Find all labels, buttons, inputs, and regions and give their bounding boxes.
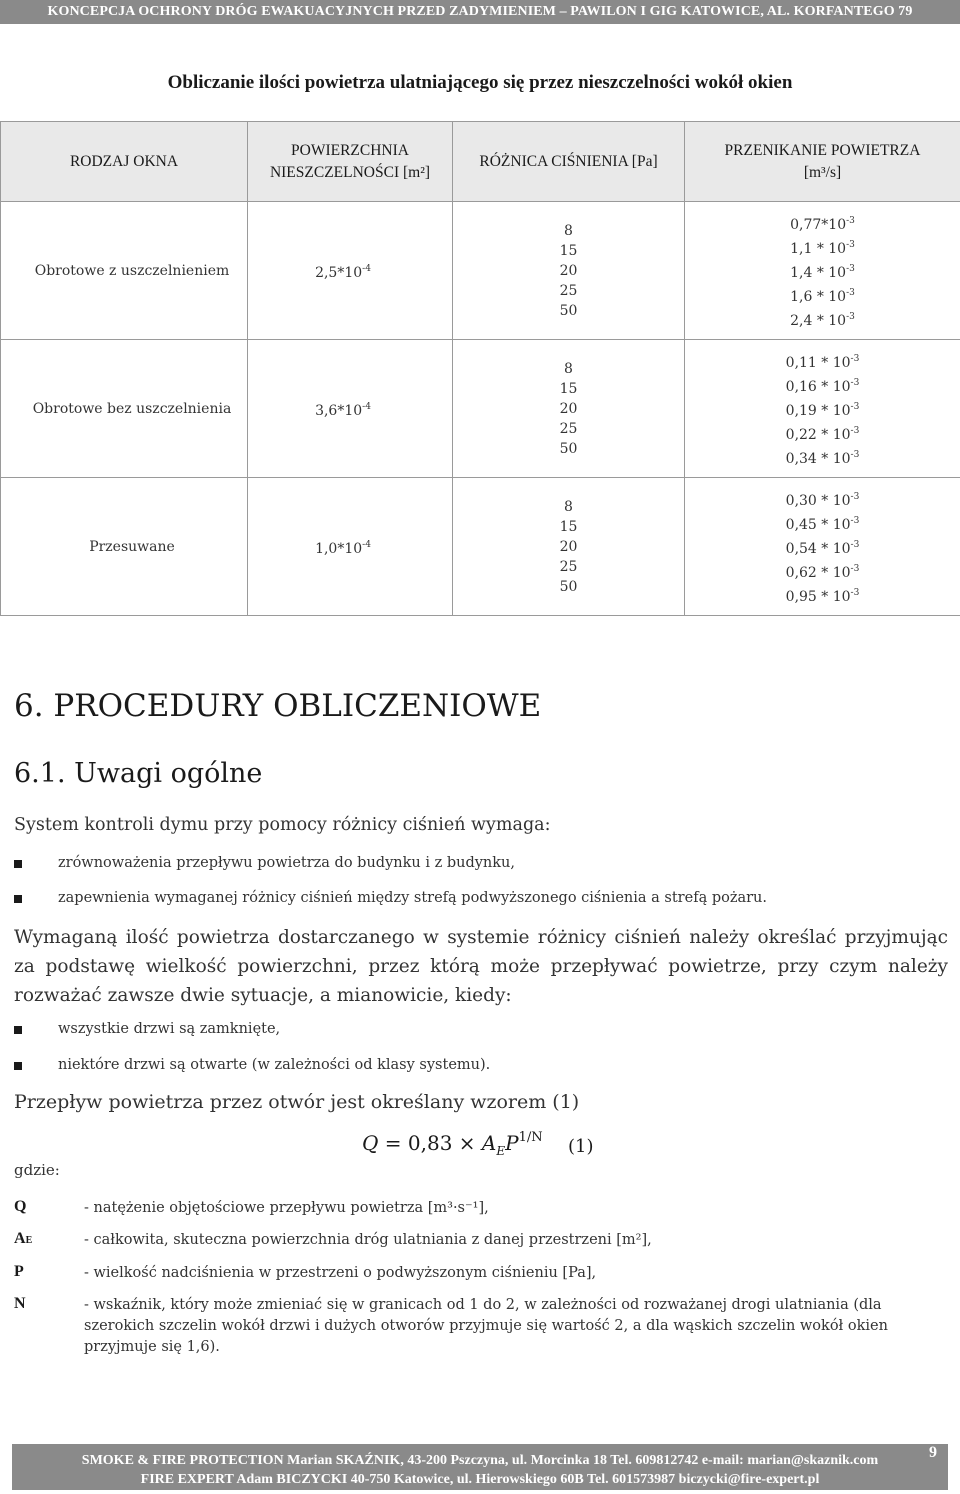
air-flow-value: $0,54 * 10^{-3}$ bbox=[785, 539, 860, 557]
air-flow-cell bbox=[685, 340, 960, 478]
air-flow-cell bbox=[685, 202, 960, 340]
air-flow-value: $0,45 * 10^{-3}$ bbox=[785, 515, 860, 533]
bullet-square-icon bbox=[14, 860, 22, 868]
pressure-value: 25 bbox=[559, 420, 578, 437]
symbol-q: Q bbox=[14, 1198, 27, 1215]
header-leak-area bbox=[248, 122, 453, 202]
air-flow-cell bbox=[685, 478, 960, 616]
page-number: 9 bbox=[929, 1444, 937, 1461]
symbol-ae: AE bbox=[14, 1230, 33, 1247]
window-type-cell: Obrotowe z uszczelnieniem bbox=[1, 202, 248, 340]
air-flow-value: $0,62 * 10^{-3}$ bbox=[785, 563, 860, 581]
pressure-value: 20 bbox=[559, 400, 578, 417]
header-window-type: RODZAJ OKNA bbox=[1, 122, 248, 202]
window-type-cell: Przesuwane bbox=[1, 478, 248, 616]
formula-area-sub: E bbox=[496, 1144, 506, 1158]
table-row bbox=[1, 202, 960, 340]
pressure-value: 15 bbox=[559, 380, 578, 397]
intro-text: System kontroli dymu przy pomocy różnicy ciśnień wymaga: bbox=[14, 815, 551, 835]
air-flow-value: $0,34 * 10^{-3}$ bbox=[785, 449, 860, 467]
symbol-p-definition: - wielkość nadciśnienia w przestrzeni o podwyższonym ciśnieniu [Pa], bbox=[84, 1265, 597, 1281]
air-flow-value: $0,11 * 10^{-3}$ bbox=[785, 353, 860, 371]
where-label: gdzie: bbox=[14, 1161, 60, 1179]
formula-exponent: 1/N bbox=[518, 1130, 543, 1145]
subsection-title: 6.1. Uwagi ogólne bbox=[14, 758, 263, 789]
symbol-p: P bbox=[14, 1263, 24, 1280]
symbol-n-definition: - wskaźnik, który może zmieniać się w granicach od 1 do 2, w zależności od rozważanej drogi ulatniania (dla szerokich szczelin wokół drzwi i dużych otworów przyjmuje się wartość 2, a dla wąskich szczelin wokół okien przyjmuje się 1,6). bbox=[84, 1297, 888, 1355]
table-row bbox=[1, 340, 960, 478]
air-flow-value: $1,1 * 10^{-3}$ bbox=[790, 239, 855, 257]
formula bbox=[362, 1130, 543, 1158]
window-type-cell: Obrotowe bez uszczelnienia bbox=[1, 340, 248, 478]
air-flow-value: $0,16 * 10^{-3}$ bbox=[785, 377, 860, 395]
air-flow-value: $0,19 * 10^{-3}$ bbox=[785, 401, 860, 419]
table-row bbox=[1, 478, 960, 616]
pressure-value: 25 bbox=[559, 558, 578, 575]
table-header-row bbox=[1, 122, 960, 202]
list-item-text: zrównoważenia przepływu powietrza do budynku i z budynku, bbox=[58, 855, 515, 871]
symbol-ae-definition: - całkowita, skuteczna powierzchnia dróg ulatniania z danej przestrzeni [m²], bbox=[84, 1232, 652, 1248]
air-flow-value: $0,30 * 10^{-3}$ bbox=[785, 491, 860, 509]
header-pressure-diff: RÓŻNICA CIŚNIENIA [Pa] bbox=[453, 122, 685, 202]
air-flow-value: $1,4 * 10^{-3}$ bbox=[790, 263, 855, 281]
pressure-value: 8 bbox=[564, 498, 573, 515]
pressure-value: 8 bbox=[564, 222, 573, 239]
formula-number: (1) bbox=[568, 1136, 594, 1157]
pressure-value: 50 bbox=[559, 440, 578, 457]
footer-line-1: SMOKE & FIRE PROTECTION Marian SKAŹNIK, 43-200 Pszczyna, ul. Morcinka 18 Tel. 609812742 e-mail: marian@skaznik.com bbox=[81, 1453, 879, 1468]
pressure-value: 50 bbox=[559, 302, 578, 319]
leak-area-cell: $1,0*10^{-4}$ bbox=[248, 478, 453, 616]
air-flow-value: $1,6 * 10^{-3}$ bbox=[790, 287, 855, 305]
bullet-square-icon bbox=[14, 1062, 22, 1070]
air-flow-value: $0,22 * 10^{-3}$ bbox=[785, 425, 860, 443]
formula-lhs: Q bbox=[362, 1131, 379, 1155]
pressure-value: 15 bbox=[559, 242, 578, 259]
table-title: Obliczanie ilości powietrza ulatniającego się przez nieszczelności wokół okien bbox=[167, 72, 793, 93]
air-flow-value: $0,77*10^{-3}$ bbox=[790, 215, 855, 233]
symbol-q-definition: - natężenie objętościowe przepływu powietrza [m³·s⁻¹], bbox=[84, 1200, 489, 1216]
formula-area: A bbox=[481, 1131, 497, 1155]
formula-pressure: P bbox=[505, 1131, 519, 1155]
formula-intro: Przepływ powietrza przez otwór jest określany wzorem (1) bbox=[14, 1091, 580, 1113]
body-paragraph: Wymaganą ilość powietrza dostarczanego w systemie różnicy ciśnień należy określać przyjmując za podstawę wielkość powierzchni, przez którą może przepływać powietrze, przy czym należy rozważać zawsze dwie sytuacje, a mianowicie, kiedy: bbox=[14, 927, 948, 1006]
air-leakage-table bbox=[0, 121, 960, 616]
air-flow-value: $2,4 * 10^{-3}$ bbox=[790, 311, 855, 329]
leak-area-cell: $2,5*10^{-4}$ bbox=[248, 202, 453, 340]
section-title: 6. PROCEDURY OBLICZENIOWE bbox=[14, 688, 542, 724]
header-leak-area-line2: NIESZCZELNOŚCI [m²] bbox=[269, 163, 431, 181]
pressure-value: 20 bbox=[559, 538, 578, 555]
pressure-value: 8 bbox=[564, 360, 573, 377]
air-flow-value: $0,95 * 10^{-3}$ bbox=[785, 587, 860, 605]
header-air-flow-line2: [m³/s] bbox=[803, 163, 842, 181]
leak-area-cell: $3,6*10^{-4}$ bbox=[248, 340, 453, 478]
header-leak-area-line1: POWIERZCHNIA bbox=[291, 141, 409, 159]
list-item-text: zapewnienia wymaganej różnicy ciśnień między strefą podwyższonego ciśnienia a strefą pożaru. bbox=[58, 890, 767, 906]
list-item-text: wszystkie drzwi są zamknięte, bbox=[58, 1021, 281, 1037]
pressure-value: 25 bbox=[559, 282, 578, 299]
pressure-value: 15 bbox=[559, 518, 578, 535]
formula-coefficient: = 0,83 × bbox=[384, 1131, 476, 1155]
pressure-diff-cell bbox=[453, 340, 685, 478]
header-air-flow-line1: PRZENIKANIE POWIETRZA bbox=[724, 141, 921, 159]
pressure-value: 50 bbox=[559, 578, 578, 595]
page-header: KONCEPCJA OCHRONY DRÓG EWAKUACYJNYCH PRZED ZADYMIENIEM – PAWILON I GIG KATOWICE, AL. KORFANTEGO 79 bbox=[0, 0, 960, 24]
pressure-diff-cell bbox=[453, 478, 685, 616]
bullet-square-icon bbox=[14, 1026, 22, 1034]
footer-line-2: FIRE EXPERT Adam BICZYCKI 40-750 Katowice, ul. Hierowskiego 60B Tel. 601573987 biczycki@fire-expert.pl bbox=[140, 1472, 820, 1487]
bullet-square-icon bbox=[14, 895, 22, 903]
list-item-text: niektóre drzwi są otwarte (w zależności od klasy systemu). bbox=[58, 1057, 491, 1073]
symbol-n: N bbox=[14, 1295, 26, 1312]
page-footer bbox=[12, 1444, 948, 1490]
pressure-diff-cell bbox=[453, 202, 685, 340]
pressure-value: 20 bbox=[559, 262, 578, 279]
header-air-flow bbox=[685, 122, 960, 202]
